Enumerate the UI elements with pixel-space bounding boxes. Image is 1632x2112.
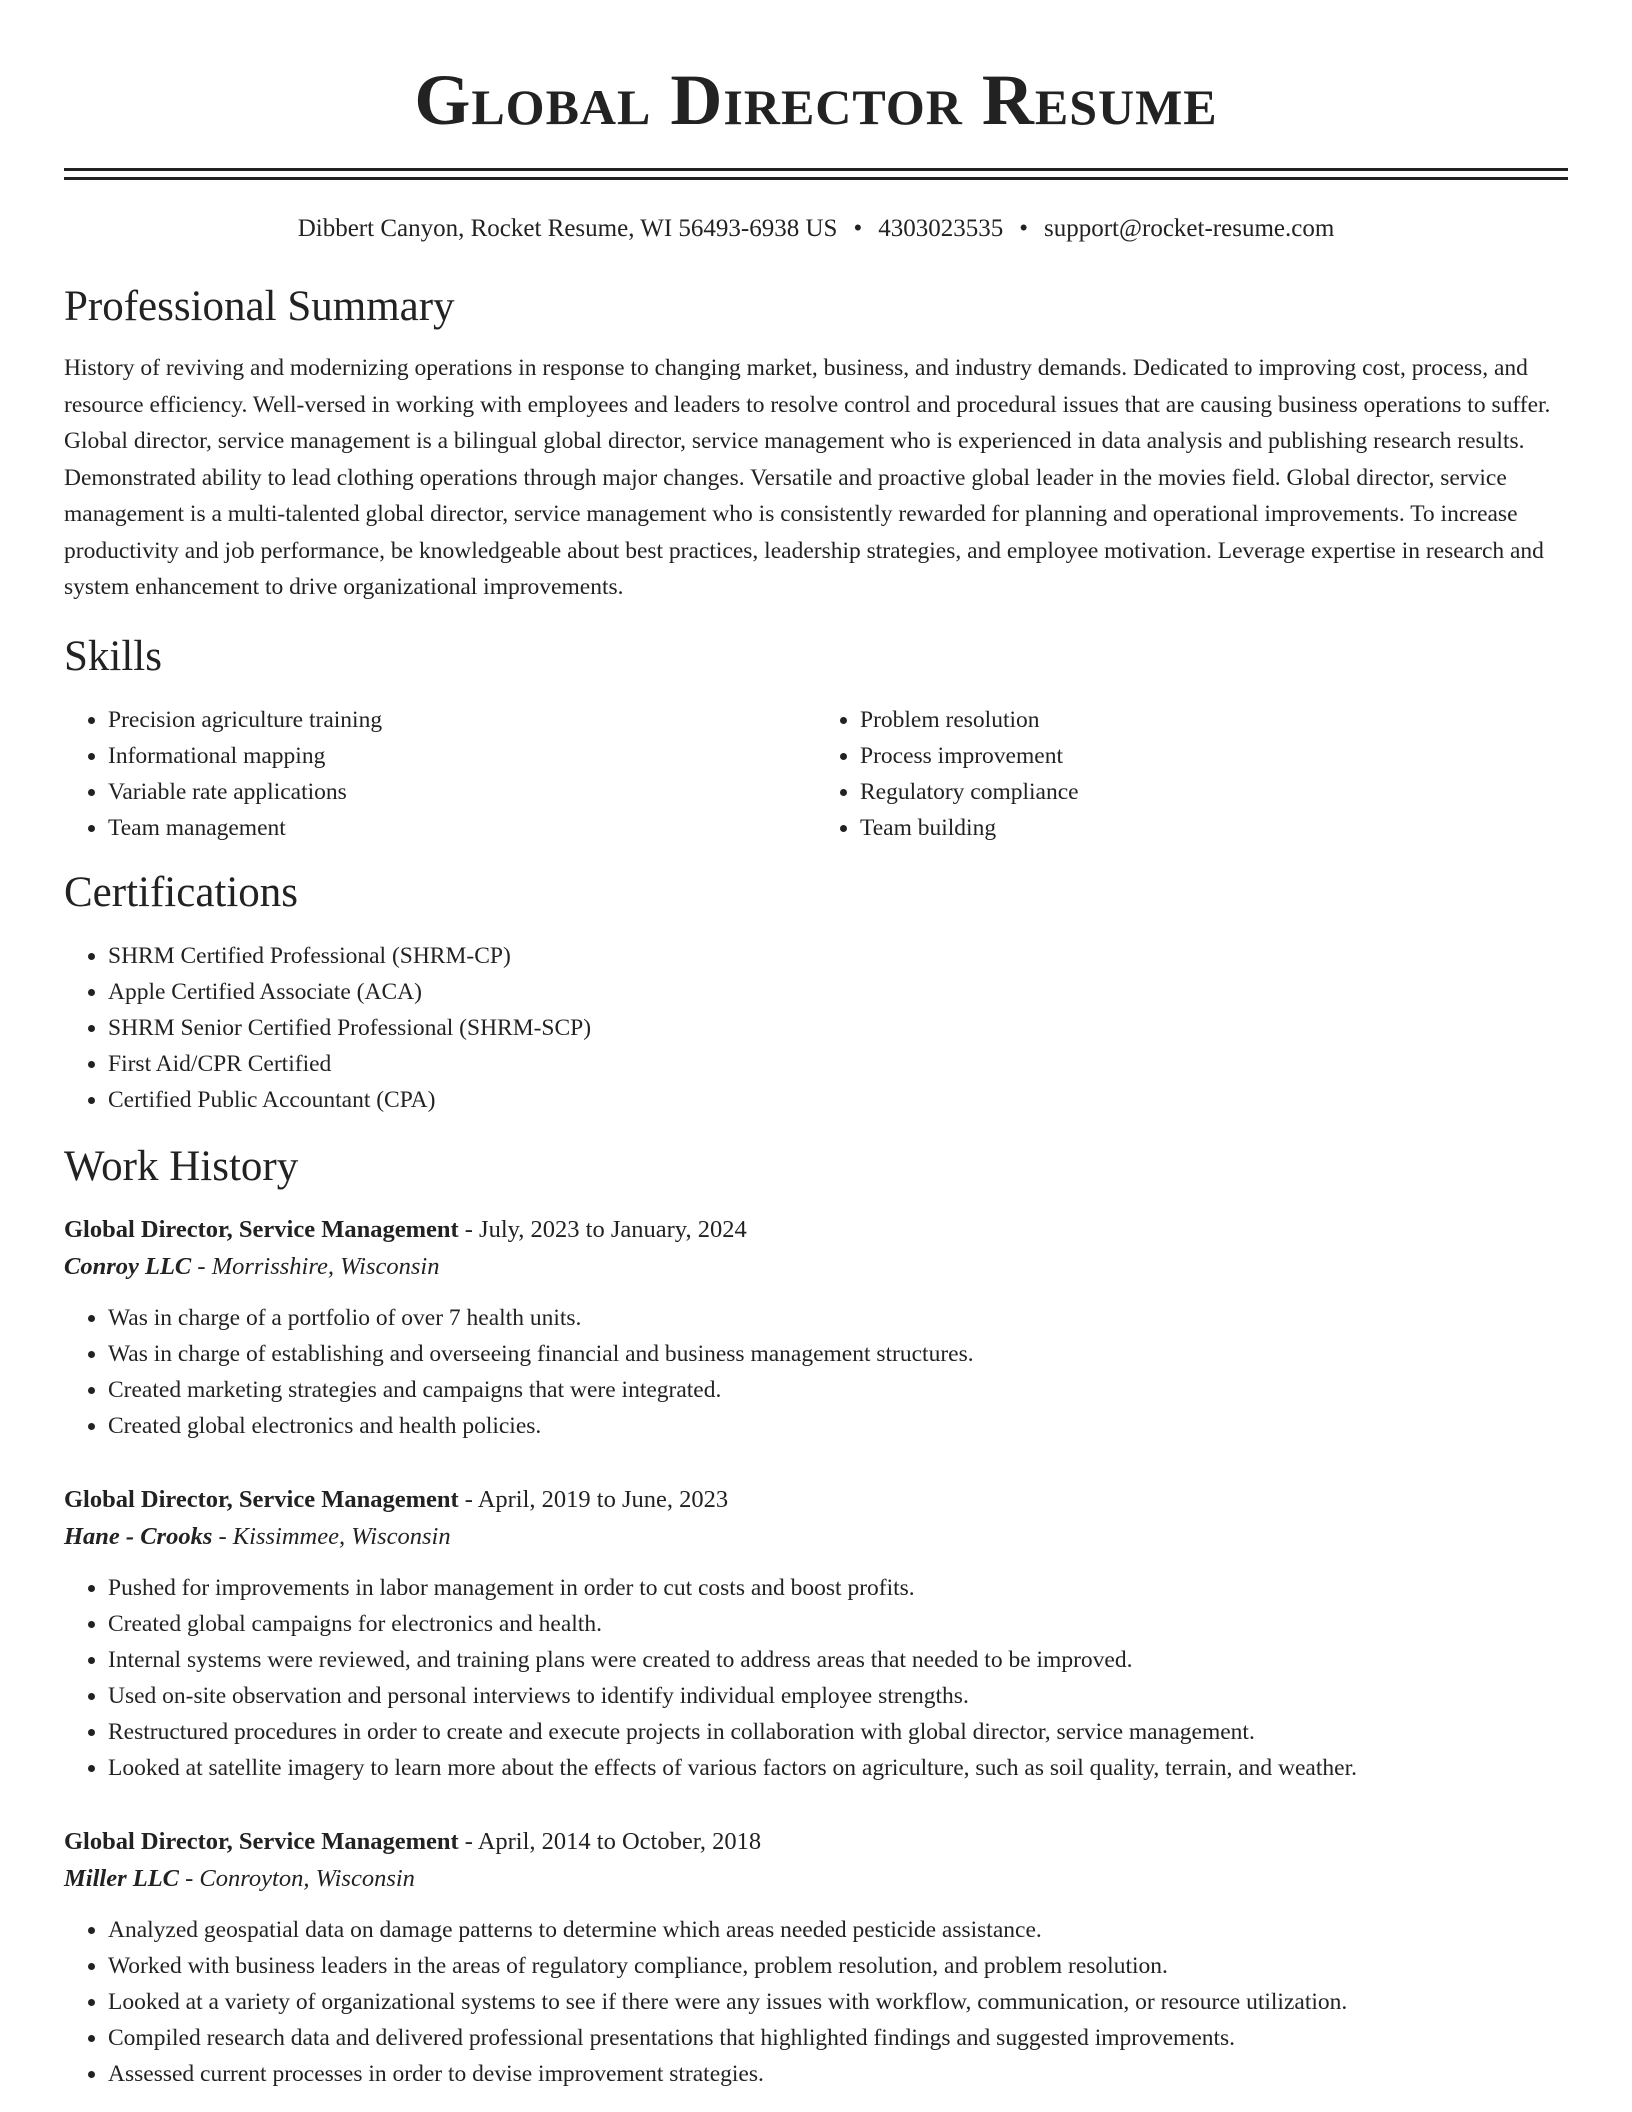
job-bullets (64, 1570, 1568, 1786)
skill-item: • Informational mapping (108, 738, 816, 774)
job-location: - Morrisshire, Wisconsin (191, 1252, 440, 1280)
page-title: Global Director Resume (414, 60, 1218, 140)
job-location: - Conroyton, Wisconsin (179, 1864, 415, 1892)
contact-email: support@rocket-resume.com (1043, 215, 1335, 242)
resume-content (64, 0, 1568, 2092)
summary-text: History of reviving and modernizing operations in response to changing market, business, and industry demands. Dedicated to improving cost, process, and resource efficiency. Well-versed in working with employees and leaders to resolve control and procedural issues that are causing business operations to suffer. Global director, service management is a bilingual global director, service management who is experienced in data analysis and publishing research results. Demonstrated ability to lead clothing operations through major changes. Versatile and proactive global leader in the movies field. Global director, service management is a multi-talented global director, service management who is consistently rewarded for planning and operational improvements. To increase productivity and job performance, be knowledgeable about best practices, leadership strategies, and employee motivation. Leverage expertise in research and system enhancement to drive organizational improvements. (64, 355, 1551, 600)
contact-address: Dibbert Canyon, Rocket Resume, WI 56493-6938 US (297, 215, 838, 242)
job-company: Miller LLC (64, 1864, 180, 1892)
work-history-heading: Work History (64, 1142, 299, 1190)
skill-item: • Process improvement (860, 738, 1568, 774)
skills-list-right (816, 702, 1568, 846)
job-bullet: • Assessed current processes in order to devise improvement strategies. (108, 2056, 1568, 2092)
skill-item: • Team building (860, 810, 1568, 846)
contact-line (64, 214, 1568, 244)
job-bullets (64, 1300, 1568, 1444)
contact-separator: • (853, 215, 863, 242)
job-bullet: • Worked with business leaders in the areas of regulatory compliance, problem resolution, and problem resolution. (108, 1948, 1568, 1984)
certifications-heading: Certifications (64, 868, 299, 916)
certification-item: • Certified Public Accountant (CPA) (108, 1082, 1568, 1118)
job-bullet: • Analyzed geospatial data on damage patterns to determine which areas needed pesticide assistance. (108, 1912, 1568, 1948)
certification-item: • SHRM Senior Certified Professional (SHRM-SCP) (108, 1010, 1568, 1046)
job-bullet: • Looked at a variety of organizational systems to see if there were any issues with workflow, communication, or resource utilization. (108, 1984, 1568, 2020)
contact-separator: • (1019, 215, 1028, 242)
job-company-line (64, 1518, 1568, 1556)
job-dates: - July, 2023 to January, 2024 (458, 1215, 747, 1243)
job-bullet: • Created marketing strategies and campaigns that were integrated. (108, 1372, 1568, 1408)
certifications-list (64, 938, 1568, 1118)
job-dates: - April, 2014 to October, 2018 (458, 1827, 762, 1855)
skill-item: • Variable rate applications (108, 774, 816, 810)
certification-item: • First Aid/CPR Certified (108, 1046, 1568, 1082)
job-bullet: • Looked at satellite imagery to learn more about the effects of various factors on agriculture, such as soil quality, terrain, and weather. (108, 1750, 1568, 1786)
job-company: Hane - Crooks (64, 1522, 213, 1550)
job-bullet: • Internal systems were reviewed, and training plans were created to address areas that needed to be improved. (108, 1642, 1568, 1678)
contact-phone: 4303023535 (878, 215, 1004, 242)
skills-columns (64, 702, 1568, 846)
job-title: Global Director, Service Management (64, 1485, 459, 1513)
certification-item: • Apple Certified Associate (ACA) (108, 974, 1568, 1010)
skill-item: • Precision agriculture training (108, 702, 816, 738)
job-entry (64, 1212, 1568, 1444)
job-company-line (64, 1248, 1568, 1286)
job-bullet: • Pushed for improvements in labor management in order to cut costs and boost profits. (108, 1570, 1568, 1606)
job-bullet: • Created global campaigns for electronics and health. (108, 1606, 1568, 1642)
job-entry (64, 1482, 1568, 1786)
job-bullet: • Restructured procedures in order to create and execute projects in collaboration with global director, service management. (108, 1714, 1568, 1750)
skill-item: • Team management (108, 810, 816, 846)
job-bullet: • Created global electronics and health policies. (108, 1408, 1568, 1444)
skills-list-left (64, 702, 816, 846)
job-bullet: • Used on-site observation and personal interviews to identify individual employee strengths. (108, 1678, 1568, 1714)
skill-item: • Problem resolution (860, 702, 1568, 738)
job-dates: - April, 2019 to June, 2023 (458, 1485, 729, 1513)
skills-heading: Skills (64, 632, 162, 680)
job-title-line (64, 1212, 1568, 1248)
title-divider (64, 168, 1568, 180)
skill-item: • Regulatory compliance (860, 774, 1568, 810)
job-title-line (64, 1824, 1568, 1860)
job-location: - Kissimmee, Wisconsin (212, 1522, 451, 1550)
job-title: Global Director, Service Management (64, 1215, 459, 1243)
job-title-line (64, 1482, 1568, 1518)
job-bullet: • Was in charge of a portfolio of over 7 health units. (108, 1300, 1568, 1336)
job-entry (64, 1824, 1568, 2092)
job-title: Global Director, Service Management (64, 1827, 459, 1855)
job-bullet: • Was in charge of establishing and overseeing financial and business management structures. (108, 1336, 1568, 1372)
job-bullet: • Compiled research data and delivered professional presentations that highlighted findings and suggested improvements. (108, 2020, 1568, 2056)
job-company-line (64, 1860, 1568, 1898)
job-bullets (64, 1912, 1568, 2092)
certification-item: • SHRM Certified Professional (SHRM-CP) (108, 938, 1568, 974)
job-company: Conroy LLC (64, 1252, 192, 1280)
summary-heading: Professional Summary (64, 283, 455, 330)
